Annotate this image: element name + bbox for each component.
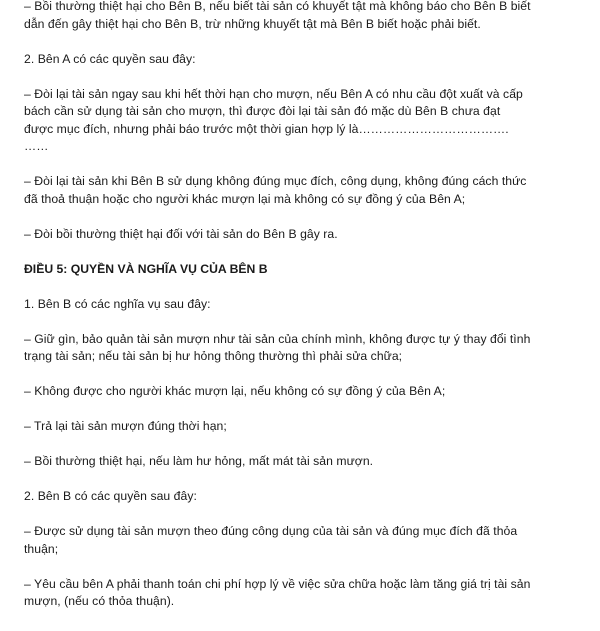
text-line: – Yêu cầu bên A phải thanh toán chi phí hợp lý về việc sửa chữa hoặc làm tăng giá trị tài sản <box>24 576 531 591</box>
text-line: – Đòi bồi thường thiệt hại đối với tài sản do Bên B gây ra. <box>24 226 338 241</box>
text-line: – Giữ gìn, bảo quản tài sản mượn như tài sản của chính mình, không được tự ý thay đổi tình <box>24 331 531 346</box>
text-line: – Trả lại tài sản mượn đúng thời hạn; <box>24 419 227 433</box>
paragraph-obligation-compensate-b <box>24 0 584 33</box>
text-line: dẫn đến gây thiệt hại cho Bên B, trừ những khuyết tật mà Bên B biết hoặc phải biết. <box>24 16 481 31</box>
paragraph-reclaim-early <box>24 86 584 156</box>
text-line: – Đòi lại tài sản ngay sau khi hết thời hạn cho mượn, nếu Bên A có nhu cầu đột xuất và cấp <box>24 86 523 101</box>
section-heading-article-5 <box>24 261 584 279</box>
text-line: 2. Bên A có các quyền sau đây: <box>24 51 196 66</box>
text-line: thuận; <box>24 541 59 556</box>
text-line: – Không được cho người khác mượn lại, nếu không có sự đồng ý của Bên A; <box>24 384 446 398</box>
text-line: được mục đích, nhưng phải báo trước một thời gian hợp lý là………………………………. <box>24 121 509 136</box>
paragraph-compensate-loss <box>24 453 584 471</box>
text-line: đã thoả thuận hoặc cho người khác mượn lại mà không có sự đồng ý của Bên A; <box>24 191 466 206</box>
paragraph-obligations-b-intro <box>24 296 584 314</box>
paragraph-use-property <box>24 523 584 558</box>
paragraph-preserve-property <box>24 331 584 366</box>
paragraph-rights-b-intro <box>24 488 584 506</box>
text-line: 2. Bên B có các quyền sau đây: <box>24 489 197 503</box>
paragraph-reimburse-costs <box>24 576 584 611</box>
text-line: – Bồi thường thiệt hại cho Bên B, nếu biết tài sản có khuyết tật mà không báo cho Bên B biết <box>24 0 531 13</box>
paragraph-return-on-time <box>24 418 584 436</box>
heading-text: ĐIỀU 5: QUYỀN VÀ NGHĨA VỤ CỦA BÊN B <box>24 261 268 276</box>
paragraph-reclaim-misuse <box>24 173 584 208</box>
text-line: …… <box>24 139 49 153</box>
text-line: trạng tài sản; nếu tài sản bị hư hỏng thông thường thì phải sửa chữa; <box>24 349 403 363</box>
paragraph-claim-damages <box>24 226 584 244</box>
paragraph-no-sublending <box>24 383 584 401</box>
text-line: – Bồi thường thiệt hại, nếu làm hư hỏng, mất mát tài sản mượn. <box>24 454 374 468</box>
text-line: mượn, (nếu có thỏa thuận). <box>24 594 175 608</box>
text-line: bách cần sử dụng tài sản cho mượn, thì được đòi lại tài sản đó mặc dù Bên B chưa đạt <box>24 104 501 118</box>
text-line: – Đòi lại tài sản khi Bên B sử dụng không đúng mục đích, công dụng, không đúng cách thức <box>24 174 527 188</box>
paragraph-rights-a-intro <box>24 51 584 69</box>
text-line: – Được sử dụng tài sản mượn theo đúng công dụng của tài sản và đúng mục đích đã thỏa <box>24 524 518 538</box>
text-line: 1. Bên B có các nghĩa vụ sau đây: <box>24 296 211 311</box>
document-body <box>24 0 584 611</box>
